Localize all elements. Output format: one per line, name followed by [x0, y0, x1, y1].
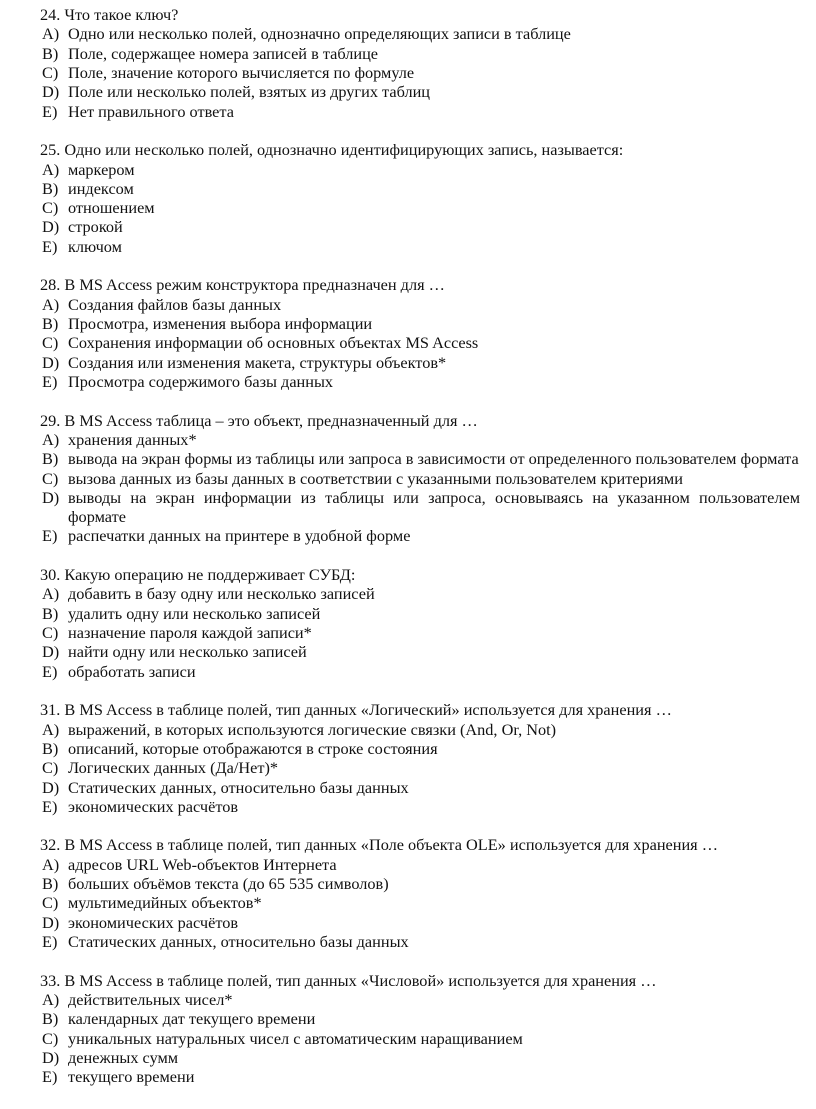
answer-option [40, 893, 800, 912]
option-letter: C) [42, 62, 59, 82]
option-letter: C) [42, 198, 59, 218]
option-text: индексом [68, 178, 134, 198]
question-block [40, 5, 800, 121]
option-text: Статических данных, относительно базы данных [68, 777, 409, 797]
option-letter: D) [42, 912, 60, 932]
option-letter: C) [42, 893, 59, 913]
option-text: денежных сумм [68, 1047, 179, 1067]
option-text: найти одну или несколько записей [68, 642, 307, 662]
answer-option [40, 295, 800, 314]
answer-option [40, 469, 800, 488]
option-letter: E) [42, 661, 58, 681]
question-block [40, 835, 800, 951]
option-letter: D) [42, 1047, 60, 1067]
option-text: удалить одну или несколько записей [68, 603, 321, 623]
option-text: Просмотра содержимого базы данных [68, 371, 334, 391]
answer-option [40, 237, 800, 256]
question-block [40, 565, 800, 681]
option-letter: C) [42, 1028, 59, 1048]
answer-option [40, 160, 800, 179]
option-letter: A) [42, 854, 60, 874]
option-text: Создания файлов базы данных [68, 294, 282, 314]
answer-option [40, 198, 800, 217]
option-text: обработать записи [68, 661, 196, 681]
option-text: вызова данных из базы данных в соответствии с указанными пользователем критериями [68, 468, 683, 488]
answer-option [40, 63, 800, 82]
question-block [40, 700, 800, 816]
question-block [40, 140, 800, 256]
option-text: мультимедийных объектов* [68, 893, 262, 913]
option-letter: A) [42, 294, 60, 314]
option-text: экономических расчётов [68, 912, 239, 932]
answer-option [40, 1067, 800, 1086]
option-letter: C) [42, 333, 59, 353]
question-text: 31. В MS Access в таблице полей, тип данных «Логический» используется для хранения … [40, 700, 672, 720]
option-letter: A) [42, 159, 60, 179]
answer-option [40, 642, 800, 661]
question-block [40, 971, 800, 1087]
question-text: 32. В MS Access в таблице полей, тип данных «Поле объекта OLE» используется для хранения … [40, 835, 719, 855]
option-letter: E) [42, 101, 58, 121]
option-letter: B) [42, 738, 59, 758]
option-text: Поле, значение которого вычисляется по формуле [68, 62, 415, 82]
answer-option [40, 1048, 800, 1067]
option-letter: B) [42, 1009, 59, 1029]
option-text: назначение пароля каждой записи* [68, 623, 312, 642]
option-text: выводы на экран информации из таблицы или запроса, основываясь на указанном пользователем формате [68, 487, 800, 527]
answer-option [40, 488, 800, 527]
answer-option [40, 449, 800, 468]
option-text: уникальных натуральных чисел с автоматическим наращиванием [68, 1028, 523, 1048]
answer-option [40, 604, 800, 623]
answer-option [40, 179, 800, 198]
option-text: ключом [68, 236, 122, 256]
answer-option [40, 932, 800, 951]
answer-option [40, 797, 800, 816]
question-text: 29. В MS Access таблица – это объект, предназначенный для … [40, 410, 478, 430]
option-text: Просмотра, изменения выбора информации [68, 314, 373, 333]
option-letter: E) [42, 371, 58, 391]
option-letter: E) [42, 236, 58, 256]
option-text: Логических данных (Да/Нет)* [68, 758, 279, 778]
option-text: отношением [68, 198, 155, 218]
answer-option [40, 82, 800, 101]
option-letter: D) [42, 642, 60, 662]
answer-option [40, 623, 800, 642]
answer-option [40, 1029, 800, 1048]
answer-option [40, 314, 800, 333]
answer-option [40, 739, 800, 758]
question-text: 28. В MS Access режим конструктора предназначен для … [40, 275, 445, 295]
option-text: выражений, в которых используются логические связки (And, Or, Not) [68, 719, 557, 739]
question-text: 25. Одно или несколько полей, однозначно идентифицирующих запись, называется: [40, 140, 624, 160]
answer-option [40, 855, 800, 874]
answer-option [40, 1009, 800, 1028]
option-letter: D) [42, 352, 60, 372]
answer-option [40, 217, 800, 236]
option-letter: D) [42, 217, 60, 237]
option-text: описаний, которые отображаются в строке состояния [68, 738, 438, 758]
question-text: 30. Какую операцию не поддерживает СУБД: [40, 565, 356, 585]
answer-option [40, 24, 800, 43]
answer-option [40, 913, 800, 932]
answer-option [40, 990, 800, 1009]
option-text: Сохранения информации об основных объектах MS Access [68, 333, 479, 353]
option-text: экономических расчётов [68, 796, 239, 816]
option-text: действительных чисел* [68, 989, 233, 1009]
option-letter: E) [42, 1067, 58, 1087]
option-text: вывода на экран формы из таблицы или запроса в зависимости от определенного пользователем формата [68, 449, 799, 469]
option-letter: D) [42, 487, 60, 507]
option-letter: B) [42, 178, 59, 198]
answer-option [40, 874, 800, 893]
option-letter: B) [42, 874, 59, 894]
option-letter: A) [42, 584, 60, 604]
answer-option [40, 720, 800, 739]
option-letter: A) [42, 989, 60, 1009]
option-letter: C) [42, 758, 59, 778]
answer-option [40, 430, 800, 449]
answer-option [40, 44, 800, 63]
answer-option [40, 758, 800, 777]
option-letter: B) [42, 43, 59, 63]
option-letter: B) [42, 314, 59, 333]
option-text: календарных дат текущего времени [68, 1009, 316, 1029]
answer-option [40, 778, 800, 797]
answer-option [40, 372, 800, 391]
option-text: Создания или изменения макета, структуры объектов* [68, 352, 447, 372]
option-letter: B) [42, 603, 59, 623]
option-text: строкой [68, 217, 123, 237]
option-text: Одно или несколько полей, однозначно определяющих записи в таблице [68, 24, 571, 44]
option-letter: D) [42, 777, 60, 797]
option-text: Нет правильного ответа [68, 101, 234, 121]
option-text: хранения данных* [68, 429, 197, 449]
option-letter: B) [42, 449, 59, 469]
option-text: адресов URL Web-объектов Интернета [68, 854, 337, 874]
option-letter: D) [42, 82, 60, 102]
option-text: Статических данных, относительно базы данных [68, 932, 409, 951]
option-letter: E) [42, 526, 58, 546]
option-text: добавить в базу одну или несколько записей [68, 584, 375, 604]
option-letter: C) [42, 468, 59, 488]
answer-option [40, 662, 800, 681]
option-text: распечатки данных на принтере в удобной форме [68, 526, 411, 546]
answer-option [40, 584, 800, 603]
option-text: Поле или несколько полей, взятых из других таблиц [68, 82, 431, 102]
option-letter: E) [42, 796, 58, 816]
option-text: текущего времени [68, 1067, 195, 1087]
answer-option [40, 102, 800, 121]
option-letter: A) [42, 24, 60, 44]
answer-option [40, 526, 800, 545]
option-letter: E) [42, 932, 58, 951]
answer-option [40, 353, 800, 372]
option-letter: C) [42, 623, 59, 642]
option-text: маркером [68, 159, 135, 179]
option-letter: A) [42, 719, 60, 739]
question-block [40, 411, 800, 546]
question-text: 33. В MS Access в таблице полей, тип данных «Числовой» используется для хранения … [40, 970, 657, 990]
answer-option [40, 333, 800, 352]
question-block [40, 275, 800, 391]
option-text: Поле, содержащее номера записей в таблице [68, 43, 379, 63]
option-text: больших объёмов текста (до 65 535 символов) [68, 874, 389, 894]
question-text: 24. Что такое ключ? [40, 5, 179, 24]
option-letter: A) [42, 429, 60, 449]
